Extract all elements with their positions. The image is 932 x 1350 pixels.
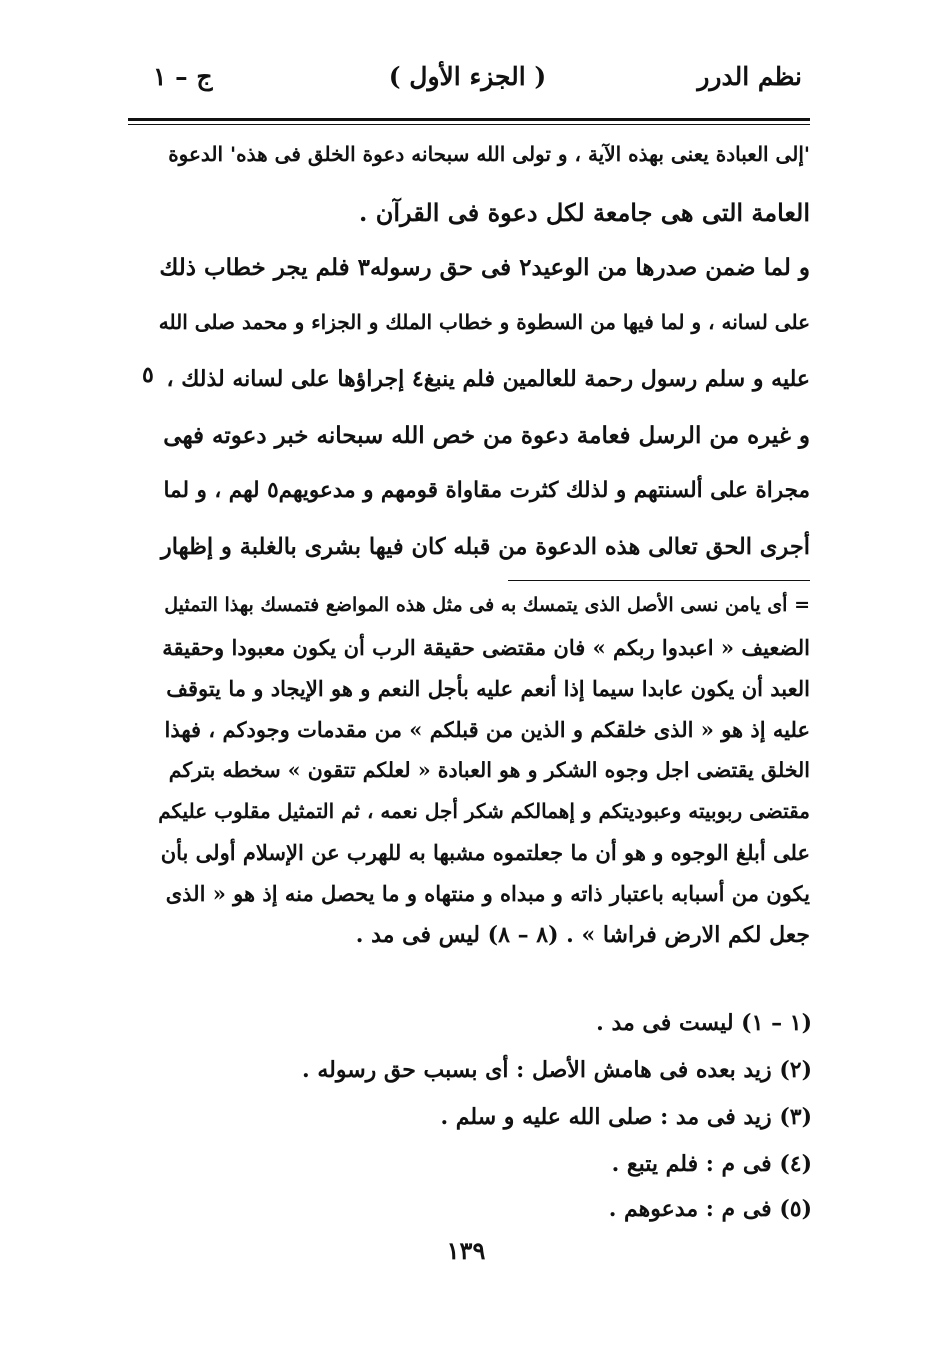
book-title: نظم الدرر bbox=[697, 62, 802, 91]
text-line: مجراة على ألسنتهم و لذلك كثرت مقاواة قومهم و مدعويهم٥ لهم ، و لما bbox=[163, 478, 810, 503]
text-line: العامة التى هى جامعة لكل دعوة فى القرآن . bbox=[359, 198, 810, 227]
note-line: على أبلغ الوجوه و هو أن ما جعلتموه مشبها به للهرب عن الإسلام أولى بأن bbox=[160, 840, 810, 865]
note-line: عليه إذ هو « الذى خلقكم و الذين من قبلكم » من مقدمات وجودكم ، فهذا bbox=[164, 717, 810, 742]
footnote-separator bbox=[508, 580, 810, 581]
volume-label: ج – ١ bbox=[153, 62, 213, 91]
margin-line-number: ٥ bbox=[142, 362, 154, 388]
note-line: مقتضى ربوبيته وعبوديتكم و إهمالكم شكر أجل نعمه ، ثم التمثيل مقلوب عليكم bbox=[158, 799, 810, 823]
note-line: الضعيف « اعبدوا ربكم » فان مقتضى حقيقة الرب أن يكون معبودا وحقيقة bbox=[162, 635, 810, 660]
note-line: جعل لكم الارض فراشا » . (٨ – ٨) ليس فى مد . bbox=[355, 922, 810, 948]
note-line: الخلق يقتضى اجل وجوه الشكر و هو العبادة « لعلكم تتقون » سخطه بتركم bbox=[168, 758, 810, 782]
footnote: (٥) فى م : مدعوهم . bbox=[608, 1196, 812, 1222]
note-line: = أى يامن نسى الأصل الذى يتمسك به فى مثل هذه المواضع فتمسك بهذا التمثيل bbox=[164, 594, 810, 616]
text-line: و لما ضمن صدرها من الوعيد٢ فى حق رسوله٣ فلم يجر خطاب ذلك bbox=[159, 254, 810, 281]
header-rule-thin bbox=[128, 124, 810, 125]
text-line: عليه و سلم رسول رحمة للعالمين فلم ينبغ٤ إجراؤها على لسانه لذلك ، bbox=[166, 366, 810, 392]
text-line: أجرى الحق تعالى هذه الدعوة من قبله كان فيها بشرى بالغلبة و إظهار bbox=[160, 534, 810, 560]
header-rule-thick bbox=[128, 118, 810, 121]
text-line: و غيره من الرسل فعامة دعوة من خص الله سبحانه خبر دعوته فهى bbox=[163, 422, 810, 449]
footnote: (١ – ١) ليست فى مد . bbox=[596, 1010, 812, 1036]
footnote: (٢) زيد بعده فى هامش الأصل : أى بسبب حق رسوله . bbox=[302, 1057, 812, 1083]
footnote: (٤) فى م : فلم يتبع . bbox=[611, 1151, 812, 1177]
note-line: العبد أن يكون عابدا سيما إذا أنعم عليه بأجل النعم و هو الإيجاد و ما يتوقف bbox=[166, 676, 810, 701]
text-line: 'إلى العبادة يعنى بهذه الآية ، و تولى الله سبحانه دعوة الخلق فى هذه' الدعوة bbox=[168, 142, 810, 166]
note-line: يكون من أسبابه باعتبار ذاته و مبداه و منتهاه و ما يحصل منه إذ هو « الذى bbox=[165, 881, 810, 906]
part-label: ( الجزء الأول ) bbox=[388, 62, 547, 91]
running-header bbox=[125, 62, 810, 108]
footnote: (٣) زيد فى مد : صلى الله عليه و سلم . bbox=[440, 1104, 812, 1130]
page-number: ١٣٩ bbox=[446, 1236, 486, 1265]
text-line: على لسانه ، و لما فيها من السطوة و خطاب الملك و الجزاء و محمد صلى الله bbox=[158, 310, 810, 334]
